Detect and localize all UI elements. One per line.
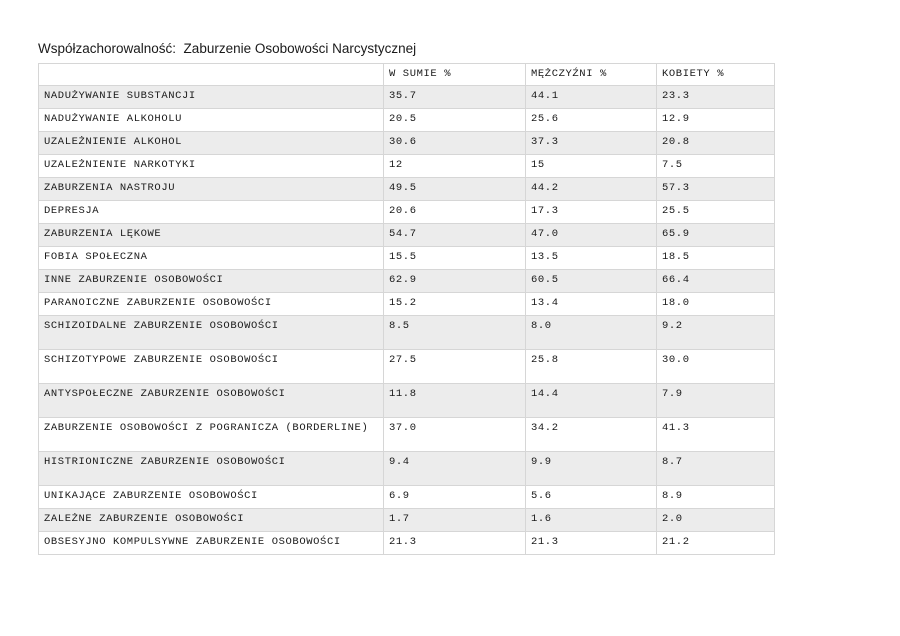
cell-men: 34.2	[526, 418, 657, 452]
cell-women: 65.9	[657, 224, 775, 247]
cell-women: 20.8	[657, 132, 775, 155]
cell-total: 62.9	[384, 270, 526, 293]
table-row	[39, 509, 775, 532]
table-row	[39, 270, 775, 293]
cell-total: 6.9	[384, 486, 526, 509]
table-row	[39, 384, 775, 418]
table-row	[39, 109, 775, 132]
table-row	[39, 418, 775, 452]
cell-men: 25.6	[526, 109, 657, 132]
cell-women: 2.0	[657, 509, 775, 532]
cell-men: 14.4	[526, 384, 657, 418]
cell-total: 15.5	[384, 247, 526, 270]
cell-total: 9.4	[384, 452, 526, 486]
cell-men: 37.3	[526, 132, 657, 155]
table-header-row	[39, 64, 775, 86]
cell-total: 20.6	[384, 201, 526, 224]
cell-total: 15.2	[384, 293, 526, 316]
cell-total: 20.5	[384, 109, 526, 132]
comorbidity-table	[38, 63, 775, 555]
cell-women: 18.5	[657, 247, 775, 270]
cell-total: 37.0	[384, 418, 526, 452]
cell-women: 8.9	[657, 486, 775, 509]
cell-men: 25.8	[526, 350, 657, 384]
row-label: PARANOICZNE ZABURZENIE OSOBOWOŚCI	[39, 293, 384, 316]
cell-women: 8.7	[657, 452, 775, 486]
cell-men: 1.6	[526, 509, 657, 532]
cell-women: 9.2	[657, 316, 775, 350]
cell-women: 25.5	[657, 201, 775, 224]
row-label: INNE ZABURZENIE OSOBOWOŚCI	[39, 270, 384, 293]
cell-women: 7.9	[657, 384, 775, 418]
cell-men: 21.3	[526, 532, 657, 555]
row-label: FOBIA SPOŁECZNA	[39, 247, 384, 270]
cell-women: 7.5	[657, 155, 775, 178]
cell-men: 60.5	[526, 270, 657, 293]
row-label: OBSESYJNO KOMPULSYWNE ZABURZENIE OSOBOWOŚCI	[39, 532, 384, 555]
cell-women: 18.0	[657, 293, 775, 316]
cell-total: 12	[384, 155, 526, 178]
table-row	[39, 452, 775, 486]
cell-total: 11.8	[384, 384, 526, 418]
table-row	[39, 247, 775, 270]
cell-men: 5.6	[526, 486, 657, 509]
row-label: UZALEŻNIENIE NARKOTYKI	[39, 155, 384, 178]
cell-men: 9.9	[526, 452, 657, 486]
document-title: Współzachorowalność: Zaburzenie Osobowości Narcystycznej	[38, 41, 417, 56]
cell-men: 44.2	[526, 178, 657, 201]
cell-total: 21.3	[384, 532, 526, 555]
row-label: HISTRIONICZNE ZABURZENIE OSOBOWOŚCI	[39, 452, 384, 486]
cell-total: 35.7	[384, 86, 526, 109]
table-row	[39, 86, 775, 109]
header-women: KOBIETY %	[657, 64, 775, 86]
cell-men: 8.0	[526, 316, 657, 350]
header-label	[39, 64, 384, 86]
cell-women: 57.3	[657, 178, 775, 201]
cell-total: 49.5	[384, 178, 526, 201]
row-label: ZABURZENIE OSOBOWOŚCI Z POGRANICZA (BORDERLINE)	[39, 418, 384, 452]
cell-total: 1.7	[384, 509, 526, 532]
cell-total: 27.5	[384, 350, 526, 384]
table-row	[39, 155, 775, 178]
cell-women: 23.3	[657, 86, 775, 109]
header-total: W SUMIE %	[384, 64, 526, 86]
table-row	[39, 486, 775, 509]
table-row	[39, 532, 775, 555]
cell-men: 13.5	[526, 247, 657, 270]
cell-men: 17.3	[526, 201, 657, 224]
table-row	[39, 178, 775, 201]
row-label: ZALEŻNE ZABURZENIE OSOBOWOŚCI	[39, 509, 384, 532]
table-row	[39, 350, 775, 384]
cell-men: 47.0	[526, 224, 657, 247]
row-label: DEPRESJA	[39, 201, 384, 224]
cell-men: 13.4	[526, 293, 657, 316]
cell-men: 15	[526, 155, 657, 178]
table-row	[39, 201, 775, 224]
cell-total: 54.7	[384, 224, 526, 247]
row-label: ZABURZENIA NASTROJU	[39, 178, 384, 201]
row-label: NADUŻYWANIE ALKOHOLU	[39, 109, 384, 132]
row-label: UZALEŻNIENIE ALKOHOL	[39, 132, 384, 155]
table-row	[39, 224, 775, 247]
row-label: SCHIZOIDALNE ZABURZENIE OSOBOWOŚCI	[39, 316, 384, 350]
row-label: SCHIZOTYPOWE ZABURZENIE OSOBOWOŚCI	[39, 350, 384, 384]
row-label: ANTYSPOŁECZNE ZABURZENIE OSOBOWOŚCI	[39, 384, 384, 418]
table-row	[39, 132, 775, 155]
row-label: UNIKAJĄCE ZABURZENIE OSOBOWOŚCI	[39, 486, 384, 509]
cell-women: 66.4	[657, 270, 775, 293]
header-men: MĘŻCZYŹNI %	[526, 64, 657, 86]
cell-total: 30.6	[384, 132, 526, 155]
cell-women: 21.2	[657, 532, 775, 555]
cell-women: 30.0	[657, 350, 775, 384]
table-row	[39, 293, 775, 316]
cell-women: 41.3	[657, 418, 775, 452]
cell-total: 8.5	[384, 316, 526, 350]
row-label: NADUŻYWANIE SUBSTANCJI	[39, 86, 384, 109]
row-label: ZABURZENIA LĘKOWE	[39, 224, 384, 247]
cell-men: 44.1	[526, 86, 657, 109]
cell-women: 12.9	[657, 109, 775, 132]
table-row	[39, 316, 775, 350]
